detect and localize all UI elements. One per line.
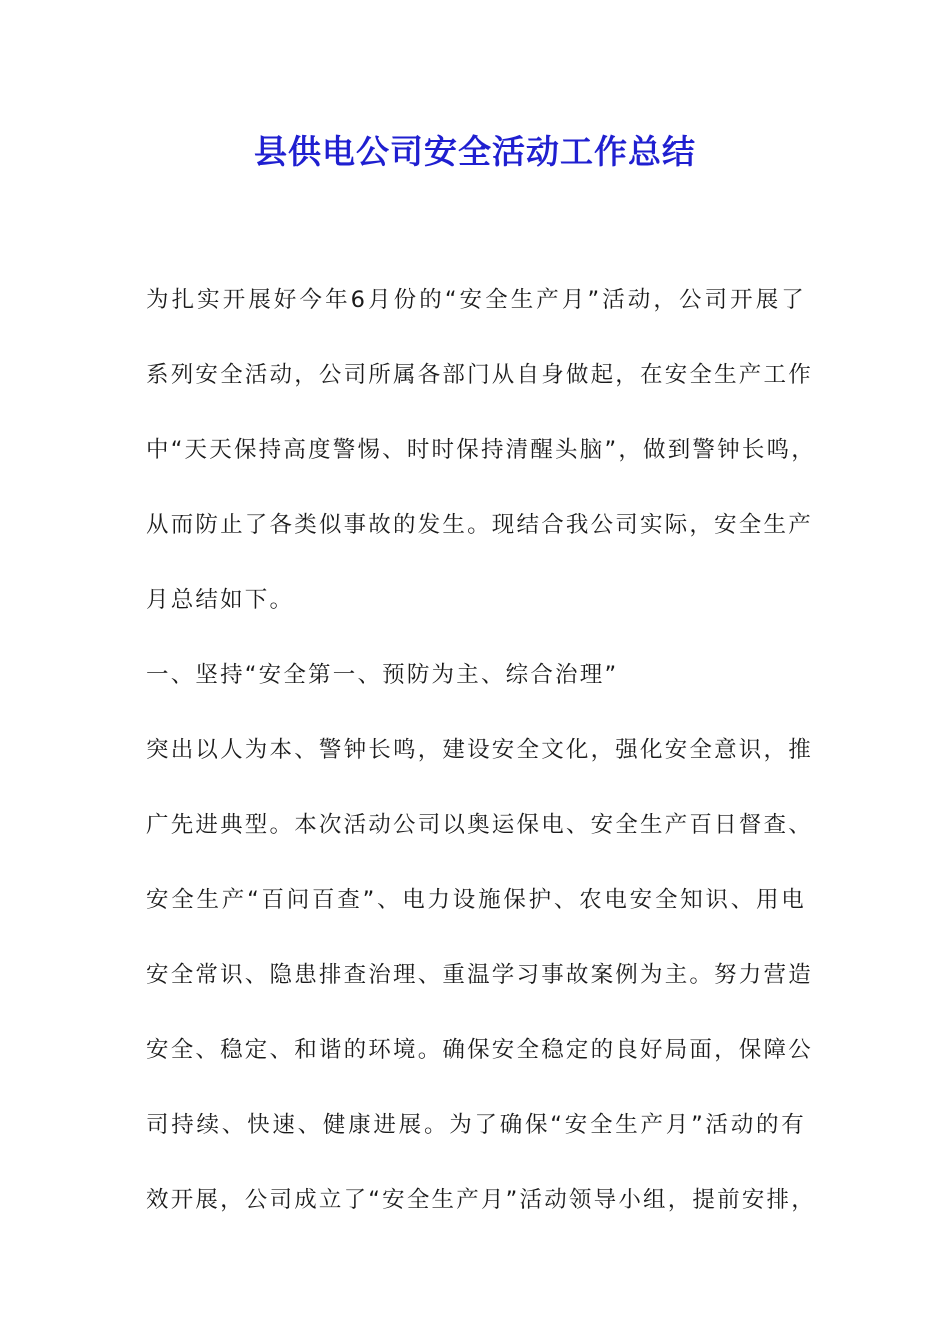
paragraph-line: 从而防止了各类似事故的发生。现结合我公司实际，安全生产	[146, 512, 813, 538]
paragraph-line: 安全生产“百问百查”、电力设施保护、农电安全知识、用电	[146, 887, 806, 913]
paragraph-line: 安全常识、隐患排查治理、重温学习事故案例为主。努力营造	[146, 962, 813, 988]
document-body	[146, 263, 816, 1238]
paragraph-line: 中“天天保持高度警惕、时时保持清醒头脑”，做到警钟长鸣，	[146, 437, 816, 463]
paragraph-line: 为扎实开展好今年6月份的“安全生产月”活动，公司开展了	[146, 287, 806, 313]
paragraph-line: 月总结如下。	[146, 587, 295, 613]
document-title: 县供电公司安全活动工作总结	[254, 132, 696, 171]
paragraph-line: 突出以人为本、警钟长鸣，建设安全文化，强化安全意识，推	[146, 737, 813, 763]
paragraph-line: 系列安全活动，公司所属各部门从自身做起，在安全生产工作	[146, 362, 813, 388]
paragraph-line: 广先进典型。本次活动公司以奥运保电、安全生产百日督查、	[146, 812, 813, 838]
paragraph-line: 司持续、快速、健康进展。为了确保“安全生产月”活动的有	[146, 1112, 806, 1138]
paragraph-line: 效开展，公司成立了“安全生产月”活动领导小组，提前安排，	[146, 1187, 816, 1213]
paragraph-line: 安全、稳定、和谐的环境。确保安全稳定的良好局面，保障公	[146, 1037, 813, 1063]
section-heading: 一、坚持“安全第一、预防为主、综合治理”	[146, 662, 619, 688]
